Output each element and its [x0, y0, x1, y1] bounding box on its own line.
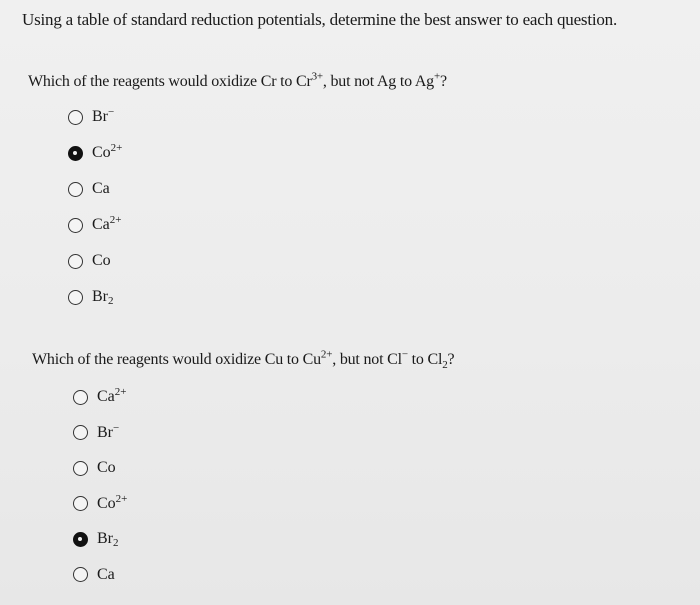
q1-option-co-2plus[interactable]	[68, 142, 447, 164]
option-label: $Co^{2+}$	[92, 142, 123, 161]
question-2-prompt: Which of the reagents would oxidize Cu to $Cu^{2+}$, but not Cl− to $Cl_2$?	[32, 348, 455, 372]
option-label: $Br_2$	[97, 530, 119, 549]
radio-button[interactable]	[68, 182, 83, 197]
question-1	[28, 70, 447, 322]
radio-button[interactable]	[73, 425, 88, 440]
q2-option-br-ion[interactable]	[73, 422, 454, 444]
radio-button[interactable]	[68, 218, 83, 233]
option-label: Br−	[92, 106, 115, 125]
option-label: Ca	[92, 180, 110, 197]
option-label: Co	[92, 252, 111, 269]
q1-option-br-ion[interactable]	[68, 106, 447, 128]
radio-button[interactable]	[68, 254, 83, 269]
radio-button[interactable]	[68, 110, 83, 125]
radio-button[interactable]	[73, 532, 88, 547]
q1-option-co[interactable]	[68, 250, 447, 272]
option-label: Co	[97, 459, 116, 476]
q2-option-co[interactable]	[73, 457, 454, 479]
radio-button[interactable]	[73, 567, 88, 582]
option-label: $Br_2$	[92, 288, 114, 307]
radio-button[interactable]	[68, 146, 83, 161]
radio-button[interactable]	[73, 496, 88, 511]
q2-option-br2[interactable]	[73, 528, 454, 550]
question-2	[32, 348, 454, 599]
option-label: $Ca^{2+}$	[97, 386, 127, 405]
q1-option-ca[interactable]	[68, 178, 447, 200]
q2-option-ca[interactable]	[73, 564, 454, 586]
option-label: $Co^{2+}$	[97, 492, 128, 512]
option-label: $Ca^{2+}$	[92, 214, 122, 233]
question-2-options	[73, 386, 454, 586]
option-label: Ca	[97, 565, 115, 583]
radio-button[interactable]	[73, 390, 88, 405]
option-label: Br−	[97, 421, 120, 441]
q2-option-co-2plus[interactable]	[73, 493, 454, 515]
q1-option-ca-2plus[interactable]	[68, 214, 447, 236]
question-1-prompt: Which of the reagents would oxidize Cr to $Cr^{3+}$, but not Ag to Ag+?	[28, 70, 447, 90]
q2-option-ca-2plus[interactable]	[73, 386, 454, 408]
instructions-text: Using a table of standard reduction potentials, determine the best answer to each question.	[22, 10, 618, 29]
radio-button[interactable]	[73, 461, 88, 476]
radio-button[interactable]	[68, 290, 83, 305]
question-1-options	[68, 106, 447, 308]
q1-option-br2[interactable]	[68, 286, 447, 308]
